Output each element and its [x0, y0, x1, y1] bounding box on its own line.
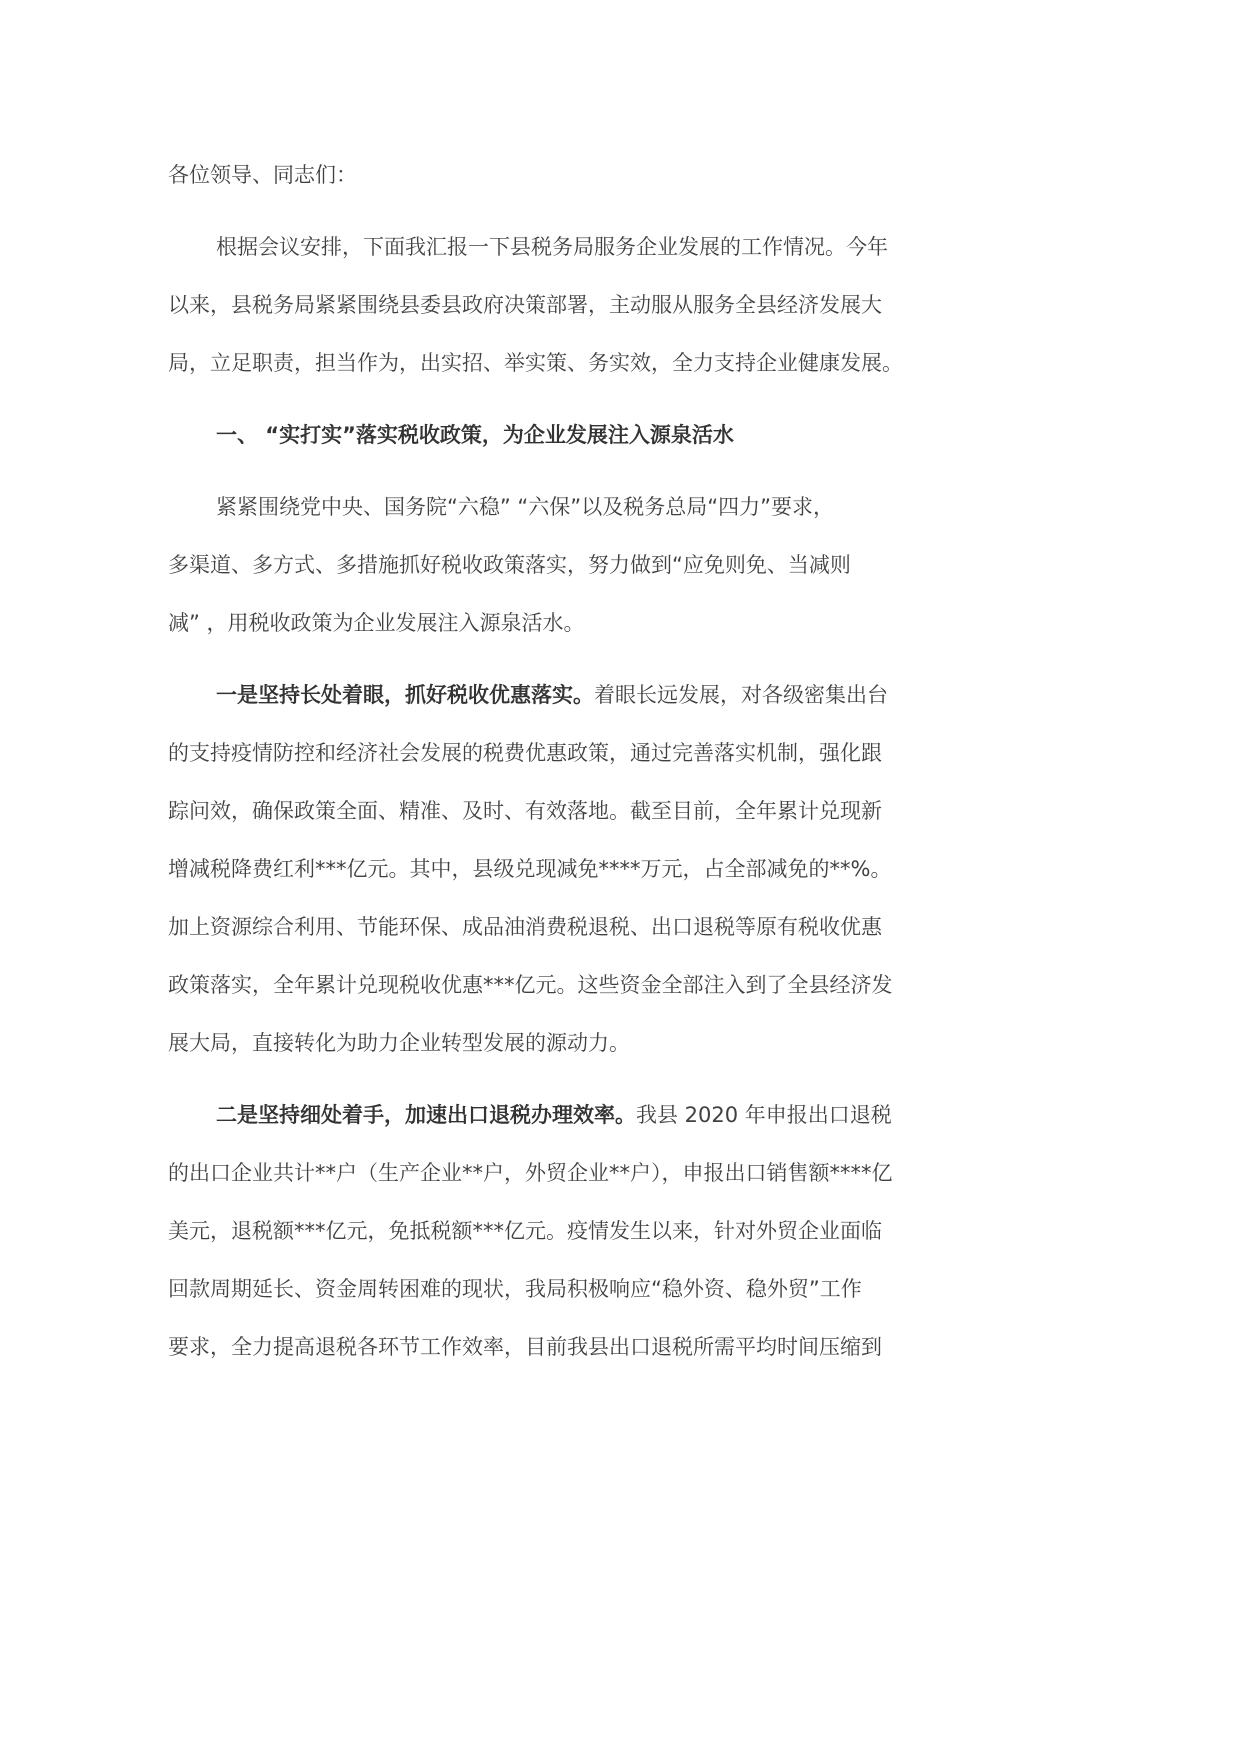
section-1-line-1: 紧紧围绕党中央、国务院“六稳” “六保”以及税务总局“四力”要求，: [216, 495, 834, 519]
section-1-line-2: 多渠道、多方式、多措施抓好税收政策落实，努力做到“应免则免、当减则: [168, 553, 851, 577]
point-2-line-3: 美元，退税额***亿元，免抵税额***亿元。疫情发生以来，针对外贸企业面临: [168, 1219, 882, 1243]
point-1-line-7: 展大局，直接转化为助力企业转型发展的源动力。: [168, 1031, 630, 1055]
intro-line-1: 根据会议安排，下面我汇报一下县税务局服务企业发展的工作情况。今年: [216, 235, 888, 259]
intro-line-2: 以来，县税务局紧紧围绕县委县政府决策部署，主动服从服务全县经济发展大: [168, 293, 882, 317]
point-2-line-4: 回款周期延长、资金周转困难的现状，我局积极响应“稳外资、稳外贸”工作: [168, 1277, 862, 1301]
point-2-first-line: [216, 1100, 892, 1130]
section-1-line-3: 减” ，用税收政策为企业发展注入源泉活水。: [168, 611, 585, 635]
intro-line-3: 局，立足职责，担当作为，出实招、举实策、务实效，全力支持企业健康发展。: [168, 351, 903, 375]
point-1-line-4: 增减税降费红利***亿元。其中，县级兑现减免****万元，占全部减免的**%。: [168, 857, 892, 881]
point-2-line-5: 要求，全力提高退税各环节工作效率，目前我县出口退税所需平均时间压缩到: [168, 1335, 882, 1359]
greeting: 各位领导、同志们：: [168, 163, 357, 187]
point-2-first-line-rest: 我县 2020 年申报出口退税: [636, 1103, 892, 1127]
point-2-lead: 二是坚持细处着手，加速出口退税办理效率。: [216, 1103, 636, 1127]
point-1-lead: 一是坚持长处着眼，抓好税收优惠落实。: [216, 683, 594, 707]
point-1-first-line-rest: 着眼长远发展，对各级密集出台: [594, 683, 888, 707]
point-1-line-3: 踪问效，确保政策全面、精准、及时、有效落地。截至目前，全年累计兑现新: [168, 799, 882, 823]
point-1-line-2: 的支持疫情防控和经济社会发展的税费优惠政策，通过完善落实机制，强化跟: [168, 741, 882, 765]
point-1-line-5: 加上资源综合利用、节能环保、成品油消费税退税、出口退税等原有税收优惠: [168, 915, 882, 939]
point-2-line-2: 的出口企业共计**户（生产企业**户，外贸企业**户），申报出口销售额****亿: [168, 1161, 893, 1185]
point-1-line-6: 政策落实，全年累计兑现税收优惠***亿元。这些资金全部注入到了全县经济发: [168, 973, 893, 997]
section-1-heading: 一、 “实打实”落实税收政策，为企业发展注入源泉活水: [216, 423, 734, 447]
point-1-first-line: [216, 680, 888, 710]
